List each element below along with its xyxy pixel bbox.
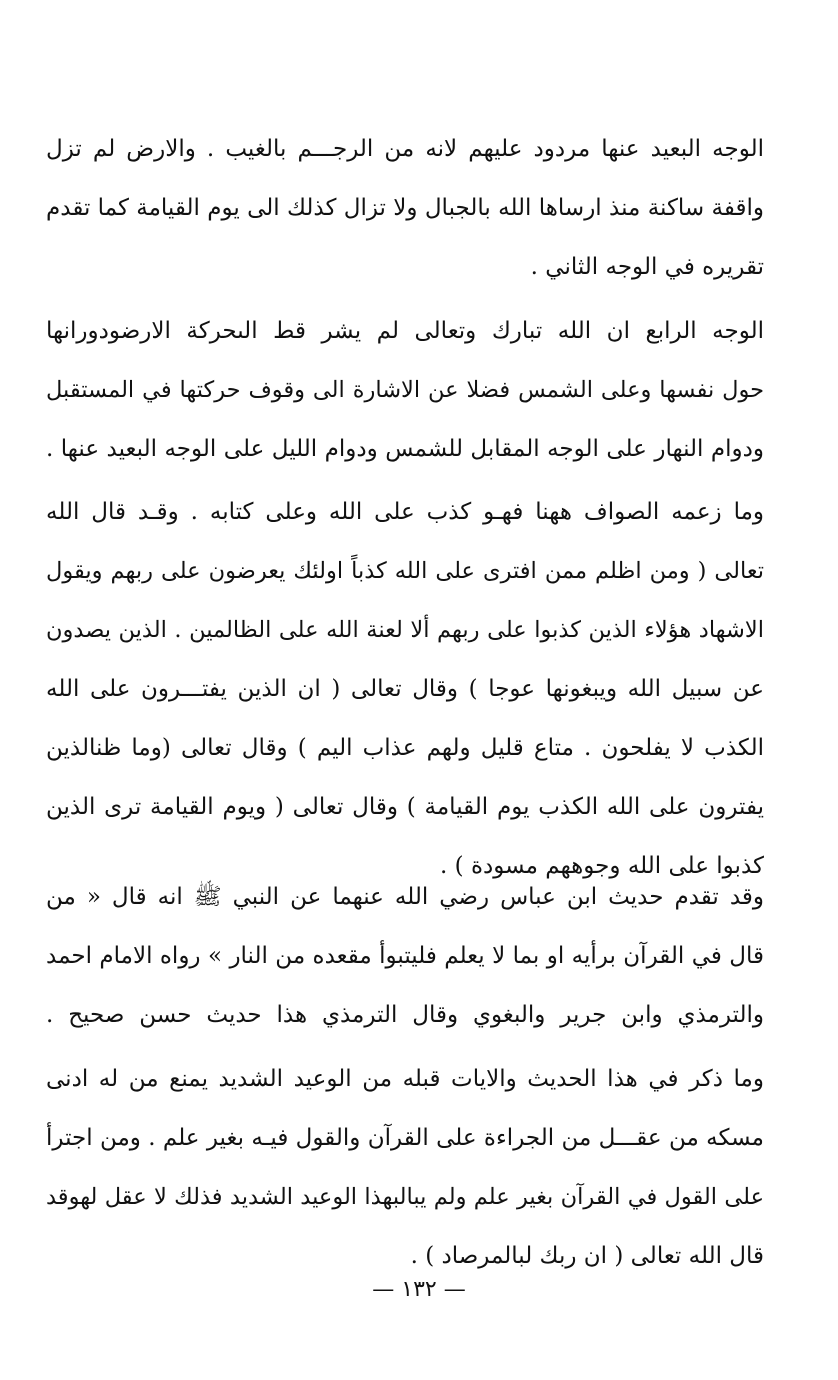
page-number: — ١٣٢ — <box>372 1277 466 1302</box>
text-line: وقد تقدم حديث ابن عباس رضي الله عنهما عن النبي ﷺ انه قال « من <box>46 884 764 910</box>
text-line: عن سبيل الله ويبغونها عوجا ) وقال تعالى ( ان الذين يفتـــرون على الله <box>46 676 764 702</box>
text-line: كذبوا على الله وجوههم مسودة ) . <box>440 853 764 879</box>
text-line: الكذب لا يفلحون . متاع قليل ولهم عذاب اليم ) وقال تعالى (وما ظنالذين <box>46 735 764 761</box>
text-line: والترمذي وابن جرير والبغوي وقال الترمذي هذا حديث حسن صحيح . <box>46 1002 764 1028</box>
paragraph-5 <box>46 1050 764 1286</box>
text-line: الوجه البعيد عنها مردود عليهم لانه من الرجـــم بالغيب . والارض لم تزل <box>46 136 764 162</box>
paragraph-1 <box>46 120 764 297</box>
text-line: قال الله تعالى ( ان ربك لبالمرصاد ) . <box>410 1243 764 1269</box>
text-line: قال في القرآن برأيه او بما لا يعلم فليتبوأ مقعده من النار » رواه الامام احمد <box>46 943 764 969</box>
text-line: الاشهاد هؤلاء الذين كذبوا على ربهم ألا لعنة الله على الظالمين . الذين يصدون <box>46 617 764 643</box>
text-line: على القول في القرآن بغير علم ولم يبالبهذا الوعيد الشديد فذلك لا عقل لهوقد <box>46 1184 764 1210</box>
text-line: وما زعمه الصواف ههنا فهـو كذب على الله وعلى كتابه . وقـد قال الله <box>46 499 764 525</box>
text-line: الوجه الرابع ان الله تبارك وتعالى لم يشر قط الىحركة الارضودورانها <box>46 318 764 344</box>
text-line: مسكه من عقـــل من الجراءة على القرآن والقول فيـه بغير علم . ومن اجترأ <box>46 1125 764 1151</box>
text-line: وما ذكر في هذا الحديث والايات قبله من الوعيد الشديد يمنع من له ادنى <box>46 1066 764 1092</box>
text-line: واقفة ساكنة منذ ارساها الله بالجبال ولا تزال كذلك الى يوم القيامة كما تقدم <box>46 195 764 221</box>
text-line: تعالى ( ومن اظلم ممن افترى على الله كذباً اولئك يعرضون على ربهم ويقول <box>46 558 764 584</box>
text-line: تقريره في الوجه الثاني . <box>530 254 764 280</box>
paragraph-3 <box>46 483 764 896</box>
text-line: حول نفسها وعلى الشمس فضلا عن الاشارة الى وقوف حركتها في المستقبل <box>46 377 764 403</box>
text-line: ودوام النهار على الوجه المقابل للشمس ودوام الليل على الوجه البعيد عنها . <box>46 436 764 462</box>
paragraph-4 <box>46 868 764 1045</box>
text-line: يفترون على الله الكذب يوم القيامة ) وقال تعالى ( ويوم القيامة ترى الذين <box>46 794 764 820</box>
paragraph-2 <box>46 302 764 479</box>
